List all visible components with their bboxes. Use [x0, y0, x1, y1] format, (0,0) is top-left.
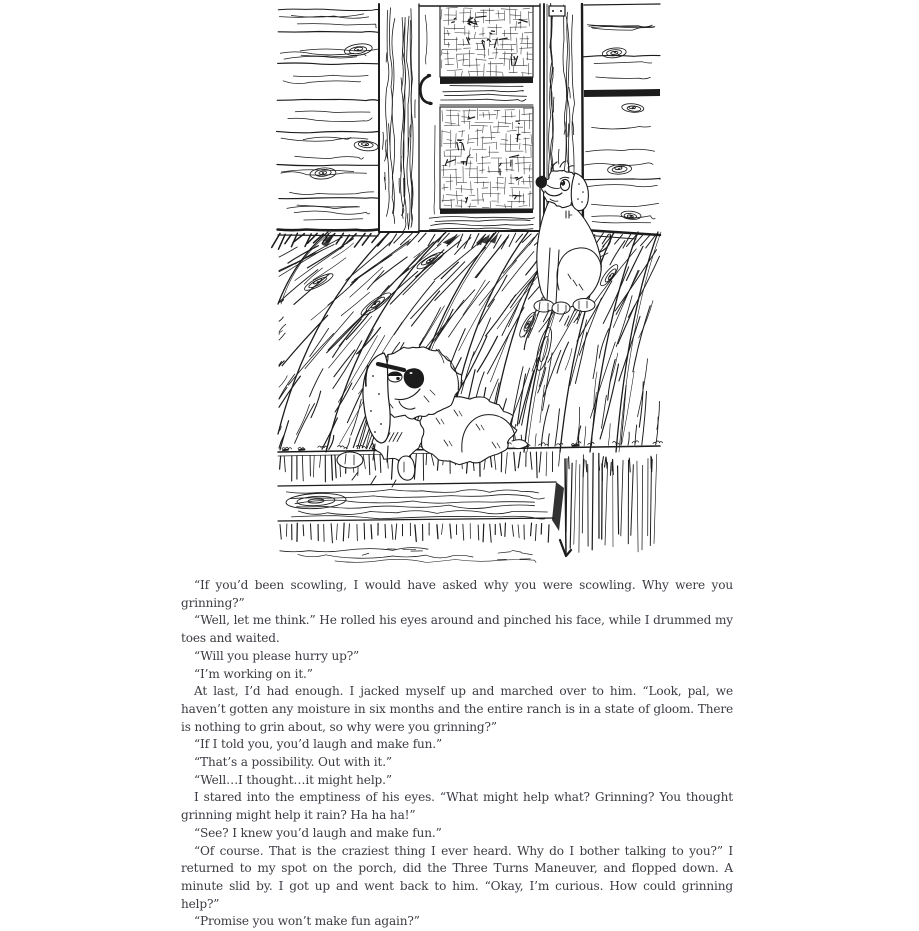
story-paragraph: “Well…I thought…it might help.”: [194, 772, 392, 787]
story-illustration: [278, 4, 662, 566]
story-paragraph: “I’m working on it.”: [194, 666, 313, 681]
story-paragraph: “That’s a possibility. Out with it.”: [194, 755, 392, 770]
story-paragraph: “See? I knew you’d laugh and make fun.”: [194, 825, 442, 840]
log-wall-left: [277, 9, 379, 236]
story-paragraph: I stared into the emptiness of his eyes. “What might help what? Grinning? You thought grinning might help it rain? Ha ha ha!”: [181, 790, 733, 823]
story-paragraph: “If I told you, you’d laugh and make fun.”: [194, 737, 443, 752]
story-text: [181, 577, 733, 931]
story-paragraph: “Will you please hurry up?”: [194, 648, 360, 663]
log-wall-right: [583, 4, 660, 239]
story-paragraph: “Promise you won’t make fun again?”: [194, 914, 420, 929]
story-paragraph: “Of course. That is the craziest thing I ever heard. Why do I bother talking to you?” I returned to my spot on the porch, did the Three Turns Maneuver, and flopped down. A minute slid by. I got up and went back to him. “Okay, I’m curious. How could grinning help?”: [181, 843, 733, 911]
story-paragraph: At last, I’d had enough. I jacked myself up and marched over to him. “Look, pal, we haven’t gotten any moisture in six months and the entire ranch is in a state of gloom. There is nothing to grin about, so why were you grinning?”: [181, 684, 733, 734]
story-paragraph: “If you’d been scowling, I would have asked why you were scowling. Why were you grinning?”: [181, 578, 733, 610]
porch-step: [278, 482, 571, 563]
story-paragraph: “Well, let me think.” He rolled his eyes around and pinched his face, while I drummed my toes and waited.: [181, 613, 733, 646]
